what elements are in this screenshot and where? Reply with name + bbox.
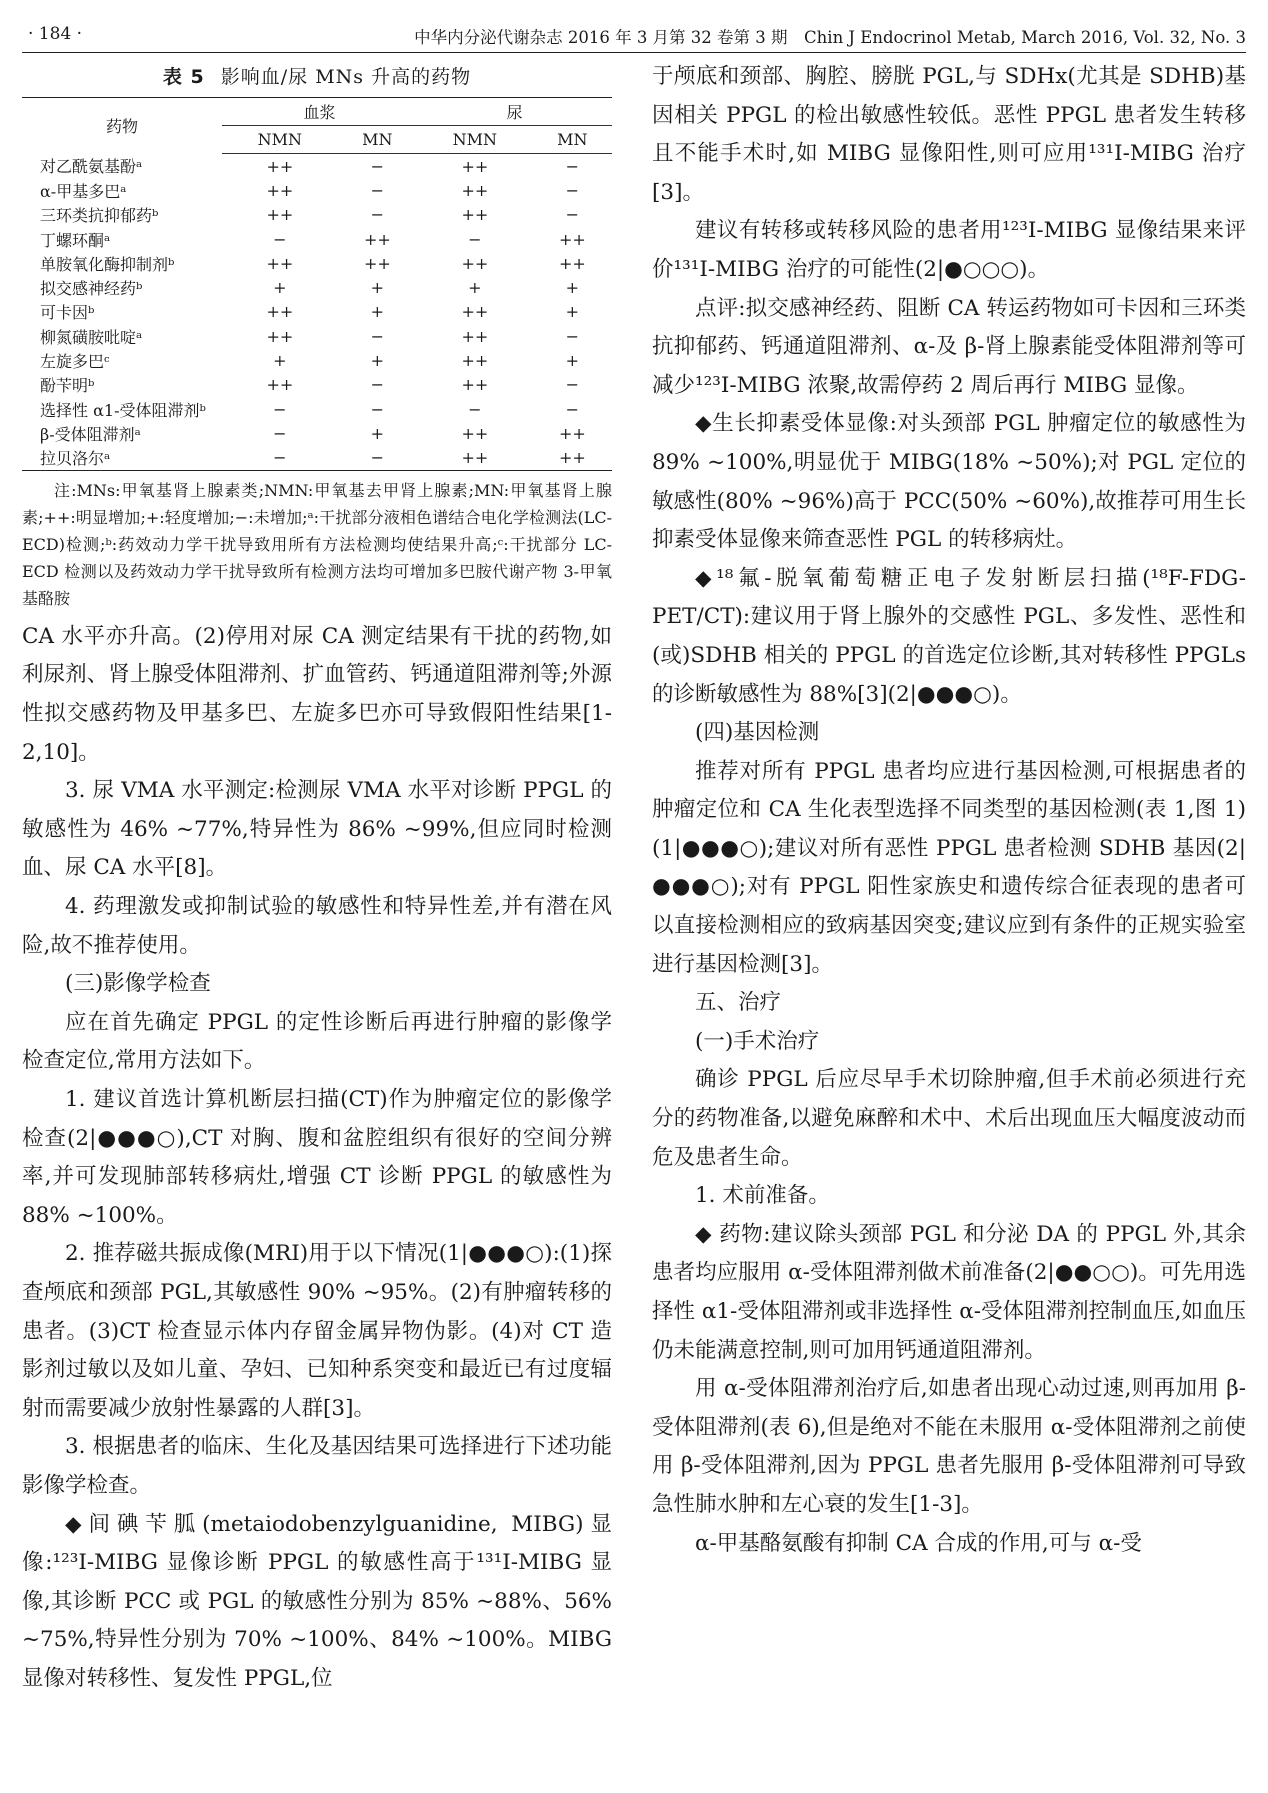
value-cell: − [273, 399, 287, 419]
value-cell: − [565, 375, 580, 395]
value-cell: ++ [558, 423, 586, 443]
body-paragraph: 点评:拟交感神经药、阻断 CA 转运药物如可卡因和三环类抗抑郁药、钙通道阻滞剂、α-及 β-肾上腺素能受体阻滞剂等可减少¹²³I-MIBG 浓聚,故需停药 2 周后再行 MIBG 显像。 [652, 295, 1246, 398]
value-cell: ++ [461, 302, 489, 322]
table5-caption [22, 62, 612, 89]
body-paragraph: 3. 尿 VMA 水平测定:检测尿 VMA 水平对诊断 PPGL 的敏感性为 46% ~77%,特异性为 86% ~99%,但应同时检测血、尿 CA 水平[8]。 [22, 778, 612, 881]
value-cell: ++ [363, 229, 391, 249]
body-paragraph: 建议有转移或转移风险的患者用¹²³I-MIBG 显像结果来评价¹³¹I-MIBG 治疗的可能性(2|●○○○)。 [652, 218, 1246, 282]
value-cell: ++ [363, 253, 391, 273]
body-paragraph: (三)影像学检查 [65, 971, 211, 997]
page-number: · 184 · [28, 24, 83, 44]
body-paragraph: (一)手术治疗 [695, 1028, 820, 1054]
value-cell: ++ [461, 180, 489, 200]
value-cell: + [273, 278, 287, 298]
drug-name-cell: 单胺氧化酶抑制剂ᵇ [40, 254, 175, 274]
body-paragraph: 于颅底和颈部、胸腔、膀胱 PGL,与 SDHx(尤其是 SDHB)基因相关 PPGL 的检出敏感性较低。恶性 PPGL 患者发生转移且不能手术时,如 MIBG 显像阳性,则可应用¹³¹I-MIBG 治疗[3]。 [652, 64, 1246, 205]
table5 [22, 97, 612, 471]
drug-name-cell: 左旋多巴ᶜ [40, 352, 110, 372]
value-cell: ++ [558, 253, 586, 273]
table5-title: 影响血/尿 MNs 升高的药物 [220, 66, 472, 88]
table-row [22, 203, 612, 227]
table-row [22, 373, 612, 397]
table-row [22, 397, 612, 421]
value-cell: − [273, 448, 287, 468]
drug-name-cell: 对乙酰氨基酚ᵃ [40, 157, 143, 177]
value-cell: − [370, 205, 385, 225]
value-cell: + [565, 278, 580, 298]
value-cell: − [273, 423, 287, 443]
table5-group-urine: 尿 [417, 98, 612, 126]
value-cell: − [468, 229, 482, 249]
value-cell: − [565, 205, 580, 225]
drug-name-cell: β-受体阻滞剂ᵃ [40, 424, 141, 444]
body-paragraph: 1. 建议首选计算机断层扫描(CT)作为肿瘤定位的影像学检查(2|●●●○),CT 对胸、腹和盆腔组织有很好的空间分辨率,并可发现肺部转移病灶,增强 CT 诊断 PPGL 的敏感性为 88% ~100%。 [22, 1086, 612, 1228]
table-row [22, 324, 612, 348]
table-row [22, 275, 612, 299]
value-cell: ++ [266, 180, 294, 200]
table-row [22, 421, 612, 445]
body-paragraph: 3. 根据患者的临床、生化及基因结果可选择进行下述功能影像学检查。 [22, 1434, 612, 1498]
body-paragraph: 确诊 PPGL 后应尽早手术切除肿瘤,但手术前必须进行充分的药物准备,以避免麻醉和术中、术后出现血压大幅度波动而危及患者生命。 [652, 1067, 1246, 1170]
value-cell: + [468, 278, 482, 298]
value-cell: ++ [266, 302, 294, 322]
value-cell: − [370, 156, 385, 176]
right-body-text [652, 58, 1246, 1563]
value-cell: − [370, 326, 385, 346]
drug-name-cell: 三环类抗抑郁药ᵇ [40, 206, 159, 226]
body-paragraph: ◆ 药物:建议除头颈部 PGL 和分泌 DA 的 PPGL 外,其余患者均应服用 α-受体阻滞剂做术前准备(2|●●○○)。可先用选择性 α1-受体阻滞剂或非选择性 α-受体阻滞剂控制血压,如血压仍未能满意控制,则可加用钙通道阻滞剂。 [652, 1221, 1246, 1363]
table5-subheader: MN [338, 126, 417, 154]
value-cell: ++ [461, 205, 489, 225]
value-cell: ++ [558, 448, 586, 468]
right-column [652, 58, 1246, 1563]
value-cell: − [273, 229, 287, 249]
value-cell: − [565, 180, 580, 200]
drug-name-cell: 柳氮磺胺吡啶ᵃ [40, 327, 143, 347]
table5-label: 表 5 [162, 66, 205, 88]
value-cell: − [565, 399, 580, 419]
value-cell: ++ [266, 253, 294, 273]
table5-subheader: NMN [417, 126, 533, 154]
body-paragraph: 用 α-受体阻滞剂治疗后,如患者出现心动过速,则再加用 β-受体阻滞剂(表 6),但是绝对不能在未服用 α-受体阻滞剂之前使用 β-受体阻滞剂,因为 PPGL 患者先服用 β-受体阻滞剂可导致急性肺水肿和左心衰的发生[1-3]。 [652, 1376, 1246, 1517]
value-cell: ++ [266, 205, 294, 225]
value-cell: ++ [461, 375, 489, 395]
table-row [22, 446, 612, 471]
value-cell: ++ [461, 351, 489, 371]
value-cell: − [468, 399, 482, 419]
value-cell: + [370, 351, 385, 371]
table5-subheader: NMN [222, 126, 338, 154]
body-paragraph: 1. 术前准备。 [695, 1183, 830, 1209]
value-cell: − [565, 326, 580, 346]
value-cell: ++ [461, 253, 489, 273]
drug-name-cell: 拟交感神经药ᵇ [40, 279, 143, 299]
body-paragraph: ◆¹⁸氟-脱氧葡萄糖正电子发射断层扫描(¹⁸F-FDG-PET/CT):建议用于肾上腺外的交感性 PGL、多发性、恶性和(或)SDHB 相关的 PPGL 的首选定位诊断,其对转移性 PPGLs 的诊断敏感性为 88%[3](2|●●●○)。 [652, 565, 1246, 707]
value-cell: ++ [461, 423, 489, 443]
value-cell: ++ [266, 156, 294, 176]
body-paragraph: ◆生长抑素受体显像:对头颈部 PGL 肿瘤定位的敏感性为 89% ~100%,明显优于 MIBG(18% ~50%);对 PGL 定位的敏感性(80% ~96%)高于 PCC(50% ~60%),故推荐可用生长抑素受体显像来筛查恶性 PGL 的转移病灶。 [652, 411, 1246, 553]
body-paragraph: 4. 药理激发或抑制试验的敏感性和特异性差,并有潜在风险,故不推荐使用。 [22, 894, 612, 958]
value-cell: ++ [461, 448, 489, 468]
table-row [22, 227, 612, 251]
table5-note: 注:MNs:甲氧基肾上腺素类;NMN:甲氧基去甲肾上腺素;MN:甲氧基肾上腺素;++:明显增加;+:轻度增加;−:未增加;ᵃ:干扰部分液相色谱结合电化学检测法(LC-ECD)检测;ᵇ:药效动力学干扰导致用所有方法检测均使结果升高;ᶜ:干扰部分 LC-ECD 检测以及药效动力学干扰导致所有检测方法均可增加多巴胺代谢产物 3-甲氧基酪胺 [22, 480, 612, 608]
body-paragraph: ◆间碘苄胍(metaiodobenzylguanidine, MIBG)显像:¹²³I-MIBG 显像诊断 PPGL 的敏感性高于¹³¹I-MIBG 显像,其诊断 PCC 或 PGL 的敏感性分别为 85% ~88%、56% ~75%,特异性分别为 70% ~100%、84% ~100%。MIBG 显像对转移性、复发性 PPGL,位 [22, 1511, 612, 1691]
value-cell: − [370, 375, 385, 395]
value-cell: ++ [461, 326, 489, 346]
table-row [22, 348, 612, 372]
value-cell: − [370, 180, 385, 200]
value-cell: − [370, 448, 385, 468]
body-paragraph: α-甲基酪氨酸有抑制 CA 合成的作用,可与 α-受 [695, 1530, 1142, 1556]
table5-body [22, 154, 612, 471]
value-cell: ++ [266, 326, 294, 346]
table-row [22, 178, 612, 202]
body-paragraph: 2. 推荐磁共振成像(MRI)用于以下情况(1|●●●○):(1)探查颅底和颈部 PGL,其敏感性 90% ~95%。(2)有肿瘤转移的患者。(3)CT 检查显示体内存留金属异物伪影。(4)对 CT 造影剂过敏以及如儿童、孕妇、已知种系突变和最近已有过度辐射而需要减少放射性暴露的人群[3]。 [22, 1241, 612, 1421]
drug-name-cell: 选择性 α1-受体阻滞剂ᵇ [40, 400, 206, 420]
body-paragraph: (四)基因检测 [695, 720, 820, 746]
value-cell: + [565, 351, 580, 371]
body-paragraph: 五、治疗 [695, 990, 782, 1016]
value-cell: ++ [266, 375, 294, 395]
drug-name-cell: α-甲基多巴ᵃ [40, 181, 127, 201]
body-paragraph: 应在首先确定 PPGL 的定性诊断后再进行肿瘤的影像学检查定位,常用方法如下。 [22, 1009, 612, 1074]
value-cell: + [370, 302, 385, 322]
table-row [22, 300, 612, 324]
value-cell: ++ [461, 156, 489, 176]
drug-name-cell: 丁螺环酮ᵃ [40, 230, 111, 250]
body-paragraph: 推荐对所有 PPGL 患者均应进行基因检测,可根据患者的肿瘤定位和 CA 生化表型选择不同类型的基因检测(表 1,图 1)(1|●●●○);建议对所有恶性 PPGL 患者检测 SDHB 基因(2|●●●○);对有 PPGL 阳性家族史和遗传综合征表现的患者可以直接检测相应的致病基因突变;建议应到有条件的正规实验室进行基因检测[3]。 [652, 758, 1246, 977]
body-paragraph: CA 水平亦升高。(2)停用对尿 CA 测定结果有干扰的药物,如利尿剂、肾上腺受体阻滞剂、扩血管药、钙通道阻滞剂等;外源性拟交感药物及甲基多巴、左旋多巴亦可导致假阳性结果[1-2,10]。 [22, 623, 612, 765]
drug-name-cell: 可卡因ᵇ [40, 303, 95, 323]
drug-name-cell: 酚苄明ᵇ [40, 376, 95, 396]
value-cell: − [565, 156, 580, 176]
table-row [22, 251, 612, 275]
table5-col-drug: 药物 [105, 117, 138, 137]
value-cell: ++ [558, 229, 586, 249]
value-cell: + [565, 302, 580, 322]
left-column [22, 62, 612, 1698]
left-body-text [22, 618, 612, 1699]
value-cell: + [370, 278, 385, 298]
drug-name-cell: 拉贝洛尔ᵃ [40, 449, 111, 469]
journal-running-title: 中华内分泌代谢杂志 2016 年 3 月第 32 卷第 3 期 Chin J Endocrinol Metab, March 2016, Vol. 32, No. 3 [414, 28, 1246, 47]
value-cell: + [273, 351, 287, 371]
value-cell: − [370, 399, 385, 419]
value-cell: + [370, 423, 385, 443]
table-row [22, 154, 612, 179]
table5-subheader: MN [533, 126, 612, 154]
table5-group-plasma: 血浆 [222, 98, 417, 126]
page-header [22, 18, 1246, 53]
